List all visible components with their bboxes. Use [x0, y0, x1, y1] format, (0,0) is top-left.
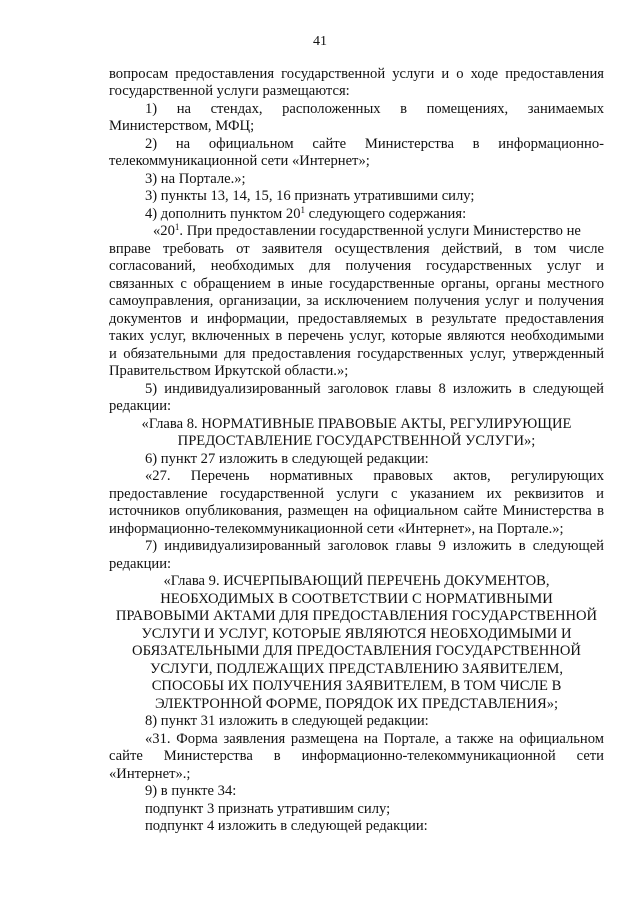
list-item: 9) в пункте 34:: [145, 783, 237, 799]
text-line: согласований, необходимых для получения государственных услуг и: [109, 258, 604, 274]
text-line: связанных с обращением в иные государственные органы, органы местного: [109, 276, 604, 292]
text-line: вопросам предоставления государственной услуги и о ходе предоставления: [109, 66, 604, 82]
chapter-heading: НЕОБХОДИМЫХ В СООТВЕТСТВИИ С НОРМАТИВНЫМИ: [160, 591, 553, 607]
text-line: телекоммуникационной сети «Интернет»;: [109, 153, 370, 169]
text-line: и обязательными для предоставления государственных услуг, утвержденный: [109, 346, 604, 362]
paragraph-start: [153, 223, 604, 239]
list-item: подпункт 4 изложить в следующей редакции:: [145, 818, 428, 834]
list-item: 5) индивидуализированный заголовок главы 8 изложить в следующей: [145, 381, 604, 397]
page-number: 41: [313, 34, 327, 49]
list-item: 6) пункт 27 изложить в следующей редакции:: [145, 451, 429, 467]
list-item: 7) индивидуализированный заголовок главы 9 изложить в следующей: [145, 538, 604, 554]
text-line: редакции:: [109, 556, 172, 572]
text-line: Министерством, МФЦ;: [109, 118, 255, 134]
list-item: 3) пункты 13, 14, 15, 16 признать утратившими силу;: [145, 188, 475, 204]
chapter-heading: ПРАВОВЫМИ АКТАМИ ДЛЯ ПРЕДОСТАВЛЕНИЯ ГОСУДАРСТВЕННОЙ: [115, 608, 598, 624]
text-line: сайте Министерства в информационно-телекоммуникационной сети: [109, 748, 604, 764]
chapter-heading: «Глава 9. ИСЧЕРПЫВАЮЩИЙ ПЕРЕЧЕНЬ ДОКУМЕНТОВ,: [163, 573, 550, 589]
list-item: подпункт 3 признать утратившим силу;: [145, 801, 391, 817]
text-line: государственной услуги размещаются:: [109, 83, 350, 99]
text-segment: . При предоставлении государственной услуги Министерство не: [179, 223, 581, 239]
text-segment: «20: [153, 223, 175, 239]
text-line: самоуправления, организации, за исключением получения услуг и получения: [109, 293, 604, 309]
chapter-heading: ОБЯЗАТЕЛЬНЫМИ ДЛЯ ПРЕДОСТАВЛЕНИЯ ГОСУДАРСТВЕННОЙ: [132, 643, 581, 659]
list-item: 8) пункт 31 изложить в следующей редакции:: [145, 713, 429, 729]
chapter-heading: ЭЛЕКТРОННОЙ ФОРМЕ, ПОРЯДОК ИХ ПРЕДСТАВЛЕНИЯ»;: [154, 696, 559, 712]
list-item: [145, 206, 604, 222]
text-line: источников опубликования, размещен на официальном сайте Министерства в: [109, 503, 604, 519]
text-line: таких услуг, включенных в перечень услуг, которые являются необходимыми: [109, 328, 604, 344]
list-item: 3) на Портале.»;: [145, 171, 246, 187]
text-line: «Интернет».;: [109, 766, 191, 782]
text-segment: 4) дополнить пунктом 20: [145, 206, 301, 222]
text-segment: следующего содержания:: [305, 206, 467, 222]
text-line: предоставление государственной услуги с указанием их реквизитов и: [109, 486, 604, 502]
text-line: редакции:: [109, 398, 172, 414]
text-line: информационно-телекоммуникационной сети «Интернет», на Портале.»;: [109, 521, 564, 537]
text-line: документов и информации, предоставляемых в результате предоставления: [109, 311, 604, 327]
chapter-heading: ПРЕДОСТАВЛЕНИЕ ГОСУДАРСТВЕННОЙ УСЛУГИ»;: [177, 433, 536, 449]
paragraph-start: «31. Форма заявления размещена на Портале, а также на официальном: [145, 731, 604, 747]
chapter-heading: УСЛУГИ И УСЛУГ, КОТОРЫЕ ЯВЛЯЮТСЯ НЕОБХОДИМЫМИ И: [141, 626, 572, 642]
text-line: вправе требовать от заявителя осуществления действий, в том числе: [109, 241, 604, 257]
list-item: 2) на официальном сайте Министерства в информационно-: [145, 136, 604, 152]
chapter-heading: УСЛУГИ, ПОДЛЕЖАЩИХ ПРЕДСТАВЛЕНИЮ ЗАЯВИТЕЛЕМ,: [149, 661, 564, 677]
chapter-heading: СПОСОБЫ ИХ ПОЛУЧЕНИЯ ЗАЯВИТЕЛЕМ, В ТОМ ЧИСЛЕ В: [151, 678, 562, 694]
chapter-heading: «Глава 8. НОРМАТИВНЫЕ ПРАВОВЫЕ АКТЫ, РЕГУЛИРУЮЩИЕ: [141, 416, 572, 432]
paragraph-start: «27. Перечень нормативных правовых актов, регулирующих: [145, 468, 604, 484]
superscript: 1: [174, 222, 180, 232]
text-line: Правительством Иркутской области.»;: [109, 363, 349, 379]
superscript: 1: [300, 205, 306, 215]
list-item: 1) на стендах, расположенных в помещениях, занимаемых: [145, 101, 604, 117]
